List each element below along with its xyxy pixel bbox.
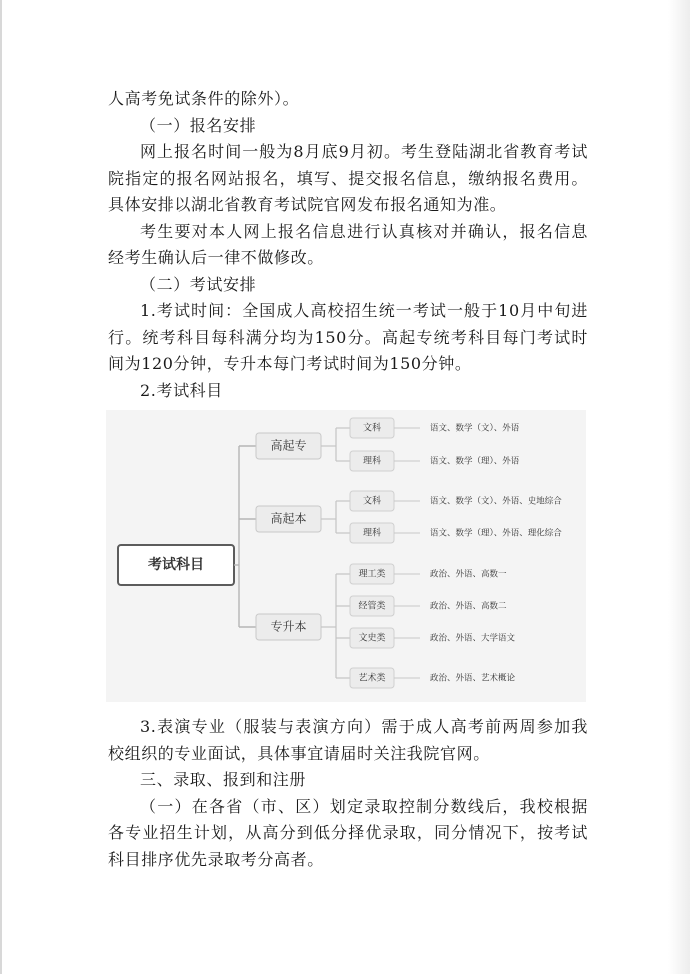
mindmap-svg	[106, 410, 586, 702]
subjects-label: 政治、外语、大学语文	[430, 633, 516, 644]
exam-subjects-mindmap	[106, 410, 586, 702]
subjects-label: 政治、外语、高数二	[430, 601, 507, 612]
paragraph: 1.考试时间：全国成人高校招生统一考试一般于10月中旬进行。统考科目每科满分均为150分。高起专统考科目每门考试时间为120分钟，专升本每门考试时间为150分钟。	[108, 301, 588, 373]
paragraph: 3.表演专业（服装与表演方向）需于成人高考前两周参加我校组织的专业面试，具体事宜请届时关注我院官网。	[108, 717, 588, 763]
paragraph: 网上报名时间一般为8月底9月初。考生登陆湖北省教育考试院指定的报名网站报名，填写、提交报名信息，缴纳报名费用。具体安排以湖北省教育考试院官网发布报名通知为准。	[108, 142, 588, 214]
group-node-label: 专升本	[270, 619, 307, 634]
subjects-label: 语文、数学（文）、外语	[430, 423, 520, 434]
item-node-label: 艺术类	[358, 673, 386, 684]
page-right-shadow	[668, 0, 690, 974]
paragraph: 考生要对本人网上报名信息进行认真核对并确认，报名信息经考生确认后一律不做修改。	[108, 221, 588, 267]
item-node-label: 文科	[362, 496, 382, 507]
paragraph: （一）在各省（市、区）划定录取控制分数线后，我校根据各专业招生计划，从高分到低分择优录取，同分情况下，按考试科目排序优先录取考分高者。	[108, 796, 588, 869]
body-text-top	[108, 86, 588, 404]
section-heading: （一）报名安排	[140, 115, 257, 135]
item-node-label: 理工类	[358, 569, 386, 580]
subjects-label: 语文、数学（文）、外语、史地综合	[430, 496, 562, 507]
subjects-label: 政治、外语、高数一	[430, 569, 507, 580]
item-node-label: 文科	[362, 423, 382, 434]
subjects-label: 政治、外语、艺术概论	[430, 673, 516, 684]
section-heading: （二）考试安排	[140, 274, 257, 294]
group-node-label: 高起专	[270, 438, 307, 453]
item-node-label: 文史类	[358, 633, 386, 644]
group-node-label: 高起本	[270, 511, 307, 526]
subjects-label: 语文、数学（理）、外语、理化综合	[430, 528, 562, 539]
item-node-label: 理科	[362, 456, 382, 467]
body-text-bottom	[108, 714, 588, 873]
item-node-label: 理科	[362, 528, 382, 539]
root-node-label: 考试科目	[148, 557, 204, 573]
subjects-label: 语文、数学（理）、外语	[430, 456, 520, 467]
page-left-edge	[0, 0, 2, 974]
subheading: 2.考试科目	[140, 380, 223, 400]
paragraph: 人高考免试条件的除外）。	[108, 89, 300, 108]
item-node-label: 经管类	[358, 601, 386, 612]
section-heading: 三、录取、报到和注册	[140, 770, 307, 789]
